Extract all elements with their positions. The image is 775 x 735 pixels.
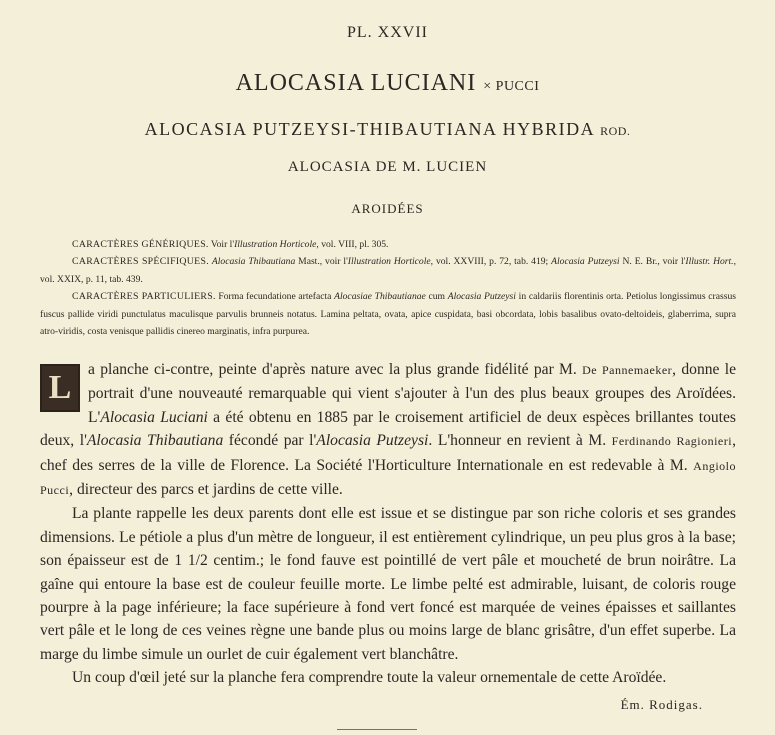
characters-section [40, 236, 736, 340]
synonym-author: ROD. [600, 124, 631, 138]
synonym-title [0, 119, 775, 140]
family-name: AROIDÉES [351, 201, 424, 216]
paragraph-2: La plante rappelle les deux parents dont elle est issue et se distingue par son riche coloris et ses grandes dimensions. Le pétiole a plus d'un mètre de longueur, il est entièrement cylindrique, un peu plus gros à la base; son épaisseur est de 1 1/2 centim.; le fond fauve est pointillé de vert pâle et moucheté de brun noirâtre. La gaîne qui entoure la base est de couleur feuille morte. Le limbe pelté est admirable, luisant, de coloris rouge pourpre à la page inférieure; la face supérieure à fond vert foncé est marquée de veines épaisses et saillantes vert pâle et le long de ces veines règne une bande plus ou moins large de blanc grisâtre, d'un effet superbe. La marge du limbe simule un ourlet de cuir également vert blanchâtre. [40, 505, 736, 663]
plate-number: PL. XXVII [347, 24, 428, 41]
body-text [40, 358, 736, 690]
specific-characters: CARACTÈRES SPÉCIFIQUES. Alocasia Thibautiana Mast., voir l'Illustration Horticole, vol. XXVIII, p. 72, tab. 419; Alocasia Putzeysi N. E. Br., voir l'Illustr. Hort., vol. XXIX, p. 11, tab. 439. [40, 256, 736, 285]
species-title [0, 70, 775, 97]
particular-characters: CARACTÈRES PARTICULIERS. Forma fecundatione artefacta Alocasiae Thibautianae cum Alocasia Putzeysi in caldariis florentinis orta. Petiolus longissimus crassus fuscus pallide viridi punctulatus maculisque parvulis brunneis notatus. Lamina peltata, ovata, apice cuspidata, basi obcordata, lobis basalibus ovato-deltoideis, glaberrima, supra atro-viridis, costa venisque pallidis cinereo marginatis, infra purpurea. [40, 291, 736, 338]
generic-characters: CARACTÈRES GÉNÉRIQUES. Voir l'Illustration Horticole, vol. VIII, pl. 305. [72, 239, 389, 250]
species-title-cross: × PUCCI [483, 79, 540, 94]
author-signature: Ém. Rodigas. [620, 697, 703, 712]
synonym-main: ALOCASIA PUTZEYSI-THIBAUTIANA HYBRIDA [144, 119, 595, 139]
species-title-main: ALOCASIA LUCIANI [235, 70, 477, 96]
drop-cap: L [40, 364, 80, 412]
paragraph-1: L a planche ci-contre, peinte d'après nature avec la plus grande fidélité par M. De Pannemaeker, donne le portrait d'une nouveauté remarquable qui vient s'ajouter à l'un des plus beaux groupes des Aroïdées. L'Alocasia Luciani a été obtenu en 1885 par le croisement artificiel de deux espèces brillantes toutes deux, l'Alocasia Thibautiana fécondé par l'Alocasia Putzeysi. L'honneur en revient à M. Ferdinando Ragionieri, chef des serres de la ville de Florence. La Société l'Horticulture Internationale en est redevable à M. Angiolo Pucci, directeur des parcs et jardins de cette ville. [40, 361, 736, 499]
bottom-divider [337, 729, 417, 730]
paragraph-3: Un coup d'œil jeté sur la planche fera comprendre toute la valeur ornementale de cette Aroïdée. [72, 669, 667, 687]
common-name: ALOCASIA DE M. LUCIEN [287, 159, 488, 175]
